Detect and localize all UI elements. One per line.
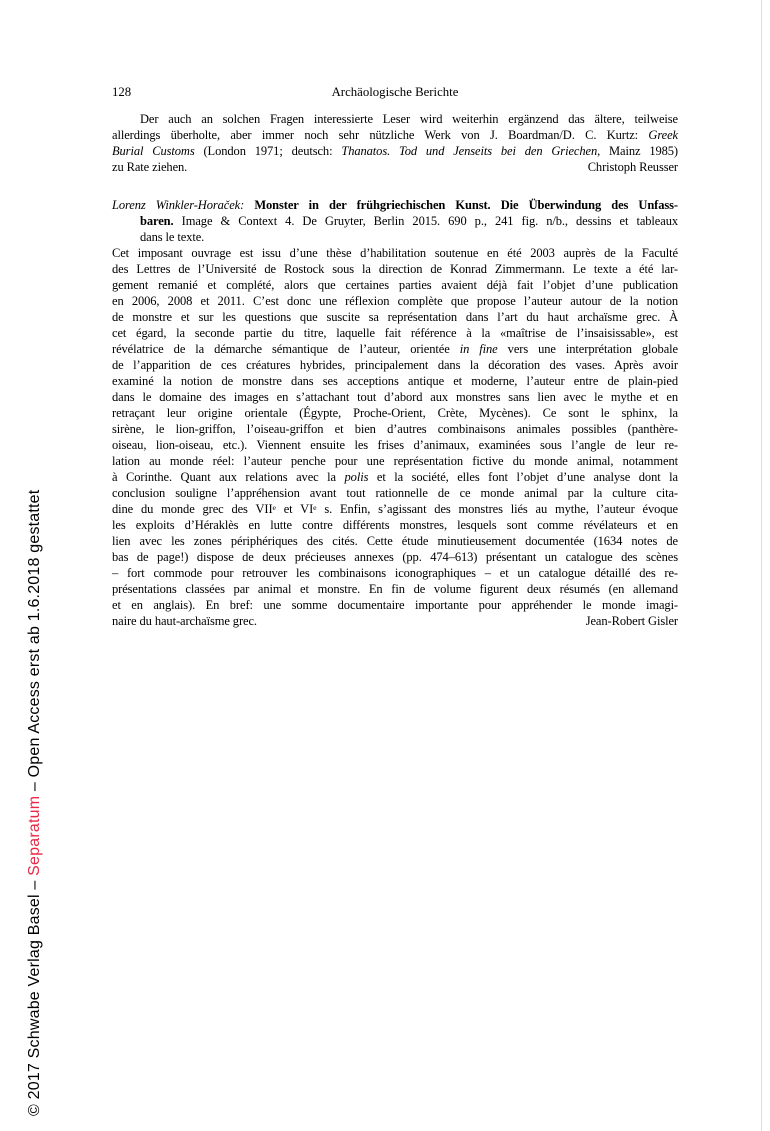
text-line [112, 325, 678, 341]
superscript-run: e [313, 503, 317, 513]
text-run: présentations classées par animal et monstre. En fin de volume figurent deux résumés (en allemand [112, 582, 678, 596]
text-line [112, 613, 678, 629]
text-run [244, 198, 254, 212]
text-run: Cet imposant ouvrage est issu d’une thèse d’habilitation soutenue en été 2003 auprès de la Faculté [112, 246, 678, 260]
text-run: dine du monde grec des VII [112, 502, 273, 516]
text-line [112, 533, 678, 549]
text-run: vers une interprétation globale [497, 342, 678, 356]
text-run: dans le domaine des images en s’attachant tout d’abord aux monstres sans lien avec le mythe et en [112, 390, 678, 404]
journal-title: Archäologische Berichte [331, 85, 459, 99]
text-line [112, 341, 678, 357]
text-run: – fort commode pour retrouver les combinaisons iconographiques – et un catalogue détaillé des re- [112, 566, 678, 580]
text-line [112, 277, 678, 293]
text-run: lation au monde réel: l’auteur penche pour une représentation fictive du monde animal, notamment [112, 454, 678, 468]
separatum-label: Separatum [26, 795, 43, 876]
text-run: et la société, elles font l’objet d’une analyse dont la [368, 470, 678, 484]
text-run: allerdings überholte, aber immer noch sehr nützliche Werk von J. Boardman/D. C. Kurtz: [112, 128, 649, 142]
text-line [112, 405, 678, 421]
text-run: , Mainz 1985) [597, 144, 678, 158]
review-heading [112, 197, 678, 245]
text-run: bas de page!) dispose de deux précieuses annexes (pp. 474–613) présentant un catalogue des scènes [112, 550, 678, 564]
text-line [112, 373, 678, 389]
text-run: révélatrice de la démarche sémantique de l’auteur, orientée [112, 342, 460, 356]
page-header [112, 84, 678, 100]
text-run: dans le texte. [140, 230, 205, 244]
text-line [112, 143, 678, 159]
text-run: des Lettres de l’Université de Rostock sous la direction de Konrad Zimmermann. Le texte a été lar- [112, 262, 678, 276]
italic-text-run: Burial Customs [112, 144, 195, 158]
text-line [112, 565, 678, 581]
italic-text-run: polis [344, 470, 369, 484]
text-line [112, 213, 678, 229]
text-line [112, 581, 678, 597]
text-run: retraçant leur origine orientale (Égypte, Proche-Orient, Crète, Mycènes). Ce sont le sphinx, la [112, 406, 678, 420]
text-line [112, 421, 678, 437]
superscript-run: e [272, 503, 276, 513]
text-line [112, 453, 678, 469]
text-run: à Corinthe. Quant aux relations avec la [112, 470, 345, 484]
text-line [112, 159, 678, 175]
italic-text-run: Lorenz Winkler-Horaček: [112, 198, 245, 212]
text-line [112, 549, 678, 565]
text-run: gement remanié et complété, alors que certaines parties avaient déjà fait l’objet d’une publication [112, 278, 678, 292]
text-line [112, 309, 678, 325]
text-run: en 2006, 2008 et 2011. C’est donc une réflexion complète que propose l’auteur autour de la notion [112, 294, 678, 308]
text-run: oiseau, lion-oiseau, etc.). Viennent ensuite les frises d’animaux, examinées sous l’angle de leur re- [112, 438, 678, 452]
text-line [112, 127, 678, 143]
reusser-review-closing [112, 111, 678, 175]
text-run: de monstre et sur les questions que suscite sa représentation dans l’art du haut archaïsme grec. À [112, 310, 678, 324]
text-run: naire du haut-archaïsme grec. [112, 614, 257, 628]
text-line [112, 357, 678, 373]
text-run: Image & Context 4. De Gruyter, Berlin 2015. 690 p., 241 fig. n/b., dessins et tableaux [173, 214, 678, 228]
text-line [112, 261, 678, 277]
text-line [112, 597, 678, 613]
text-run: sirène, le lion-griffon, l’oiseau-griffon et bien d’autres combinaisons animales possibles (panthère- [112, 422, 678, 436]
copyright-publisher: © 2017 Schwabe Verlag Basel – [26, 875, 43, 1116]
text-line [112, 437, 678, 453]
text-line [112, 389, 678, 405]
text-line [112, 469, 678, 485]
text-run: cet égard, la seconde partie du titre, laquelle fait référence à la «maîtrise de l’insaisissable», est [112, 326, 678, 340]
text-line [112, 111, 678, 127]
text-line [112, 485, 678, 501]
text-run: de l’apparition de ces créatures hybrides, principalement dans la décoration des vases. Après avoir [112, 358, 678, 372]
bold-text-run: Monster in der frühgriechischen Kunst. Die Überwindung des Unfass- [254, 198, 678, 212]
text-run: zu Rate ziehen. [112, 160, 188, 174]
text-line [112, 197, 678, 213]
text-run: et en anglais). En bref: une somme documentaire importante pour appréhender le monde imagi- [112, 598, 678, 612]
bold-text-run: baren. [140, 214, 174, 228]
text-run: s. Enfin, s’agissant des monstres liés au mythe, l’auteur évoque [316, 502, 678, 516]
text-run: et VI [275, 502, 314, 516]
reviewer-signature: Jean-Robert Gisler [585, 614, 678, 628]
text-run: conclusion souligne l’appréhension avant tout rationnelle de ce monde animal par la culture cita- [112, 486, 678, 500]
text-line [112, 229, 678, 245]
text-line [112, 501, 678, 517]
page-scan-edge-line [761, 0, 762, 1131]
text-line [112, 293, 678, 309]
italic-text-run: in fine [459, 342, 498, 356]
italic-text-run: Greek [648, 128, 678, 142]
page-number: 128 [112, 85, 132, 99]
text-run: les exploits d’Héraklès en lutte contre différents monstres, lesquels sont comme révélateurs et en [112, 518, 678, 532]
copyright-sidebar [26, 490, 44, 1116]
text-run: lien avec les zones périphériques des cités. Cette étude minutieusement documentée (1634 notes de [112, 534, 678, 548]
text-run: examiné la notion de monstre dans ses acceptions antique et moderne, l’auteur entre de plain-pied [112, 374, 678, 388]
review-text-block [112, 111, 678, 629]
text-line [112, 245, 678, 261]
text-run: (London 1971; deutsch: [194, 144, 342, 158]
italic-text-run: Thanatos. Tod und Jenseits bei den Griechen [341, 144, 598, 158]
gisler-review-body [112, 245, 678, 629]
text-line [112, 517, 678, 533]
reviewer-signature: Christoph Reusser [587, 160, 678, 174]
text-run: Der auch an solchen Fragen interessierte Leser wird weiterhin ergänzend das ältere, teilweise [140, 112, 678, 126]
open-access-note: – Open Access erst ab 1.6.2018 gestattet [26, 489, 43, 796]
